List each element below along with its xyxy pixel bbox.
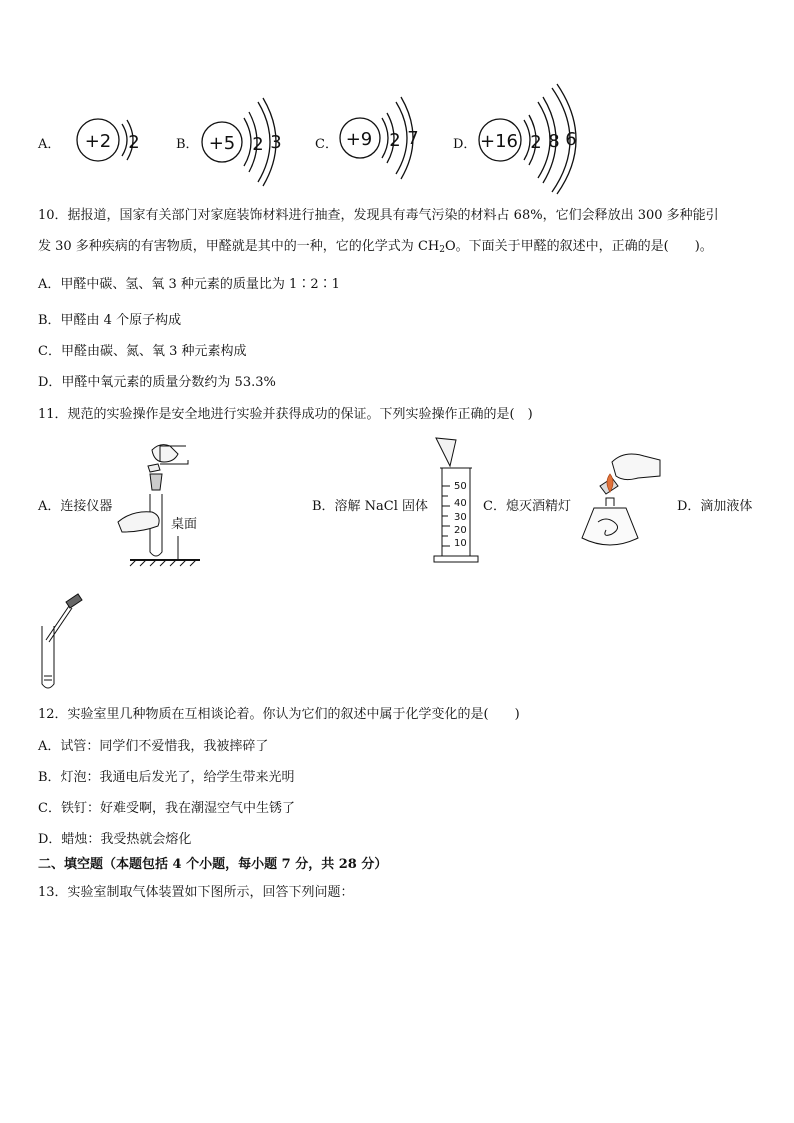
q12-option-a: A．试管：同学们不爱惜我，我被摔碎了	[38, 739, 269, 754]
atom-b-nucleus: +5	[208, 133, 236, 154]
dropper-figure	[36, 592, 86, 692]
atom-a-shell-1	[122, 124, 127, 156]
atom-d-nucleus: +16	[480, 131, 518, 152]
q10-option-d: D．甲醛中氧元素的质量分数约为 53.3%	[38, 375, 276, 390]
atom-option-d-label: D．	[453, 137, 477, 152]
q12-option-c: C．铁钉：好难受啊，我在潮湿空气中生锈了	[38, 801, 295, 816]
q11-option-a: A．连接仪器	[38, 499, 113, 514]
q10-stem-line1: 10．据报道，国家有关部门对家庭装饰材料进行抽查，发现具有毒气污染的材料占 68%，它们会释放出 300 多种能引	[38, 208, 719, 223]
cylinder-tick-20: 20	[454, 525, 467, 536]
q10-stem-line2-a: 发 30 多种疾病的有害物质，甲醛就是其中的一种，它的化学式为 CH	[38, 239, 440, 254]
atom-b-shell-1	[244, 118, 251, 166]
q12-option-d: D．蜡烛：我受热就会熔化	[38, 832, 192, 847]
section-2-heading: 二、填空题（本题包括 4 个小题，每小题 7 分，共 28 分）	[38, 857, 388, 872]
q11-option-d: D．滴加液体	[677, 499, 753, 514]
atom-c-shell-1	[382, 118, 388, 158]
q10-option-c: C．甲醛由碳、氮、氧 3 种元素构成	[38, 344, 247, 359]
atom-b-shell-2-count: 3	[270, 132, 282, 153]
atom-d-shell-3-count: 6	[565, 129, 577, 150]
q10-option-a: A．甲醛中碳、氢、氧 3 种元素的质量比为 1∶2∶1	[38, 277, 340, 292]
q10-option-b: B．甲醛由 4 个原子构成	[38, 313, 182, 328]
atom-d-shell-2-count: 8	[548, 131, 560, 152]
q11-desk-label: 桌面	[171, 517, 198, 532]
atom-c-shell-1-count: 2	[389, 130, 401, 151]
atom-d-shell-1-count: 2	[530, 132, 542, 153]
atom-c-shell-2-count: 7	[407, 128, 419, 149]
atom-diagram-svg	[0, 80, 794, 195]
atom-option-a-label: A．	[38, 137, 61, 152]
measuring-cylinder-figure	[430, 434, 480, 568]
q12-option-b: B．灯泡：我通电后发光了，给学生带来光明	[38, 770, 295, 785]
atom-a-shell-1-count: 2	[128, 132, 140, 153]
alcohol-lamp-figure	[572, 446, 664, 554]
cylinder-tick-10: 10	[454, 538, 467, 549]
atom-option-c-label: C．	[315, 137, 338, 152]
atom-option-b-label: B．	[176, 137, 199, 152]
cylinder-tick-30: 30	[454, 512, 467, 523]
q10-stem-line2	[38, 239, 713, 258]
q12-stem: 12．实验室里几种物质在互相谈论着。你认为它们的叙述中属于化学变化的是( )	[38, 707, 520, 722]
atom-a-nucleus: +2	[84, 131, 112, 152]
cylinder-tick-50: 50	[454, 481, 467, 492]
atom-b-shell-1-count: 2	[252, 134, 264, 155]
q10-stem-line2-b: O。下面关于甲醛的叙述中，正确的是( )。	[444, 239, 713, 254]
atom-d-shell-1	[524, 120, 530, 160]
q13-stem: 13．实验室制取气体装置如下图所示，回答下列问题：	[38, 885, 354, 900]
q11-option-b: B．溶解 NaCl 固体	[312, 499, 429, 514]
q11-option-c: C．熄灭酒精灯	[483, 499, 571, 514]
q11-stem: 11．规范的实验操作是安全地进行实验并获得成功的保证。下列实验操作正确的是( )	[38, 407, 533, 422]
q10-formula-subscript: 2	[439, 245, 445, 255]
connect-apparatus-figure	[112, 440, 204, 570]
cylinder-tick-40: 40	[454, 498, 467, 509]
atom-c-nucleus: +9	[345, 129, 373, 150]
